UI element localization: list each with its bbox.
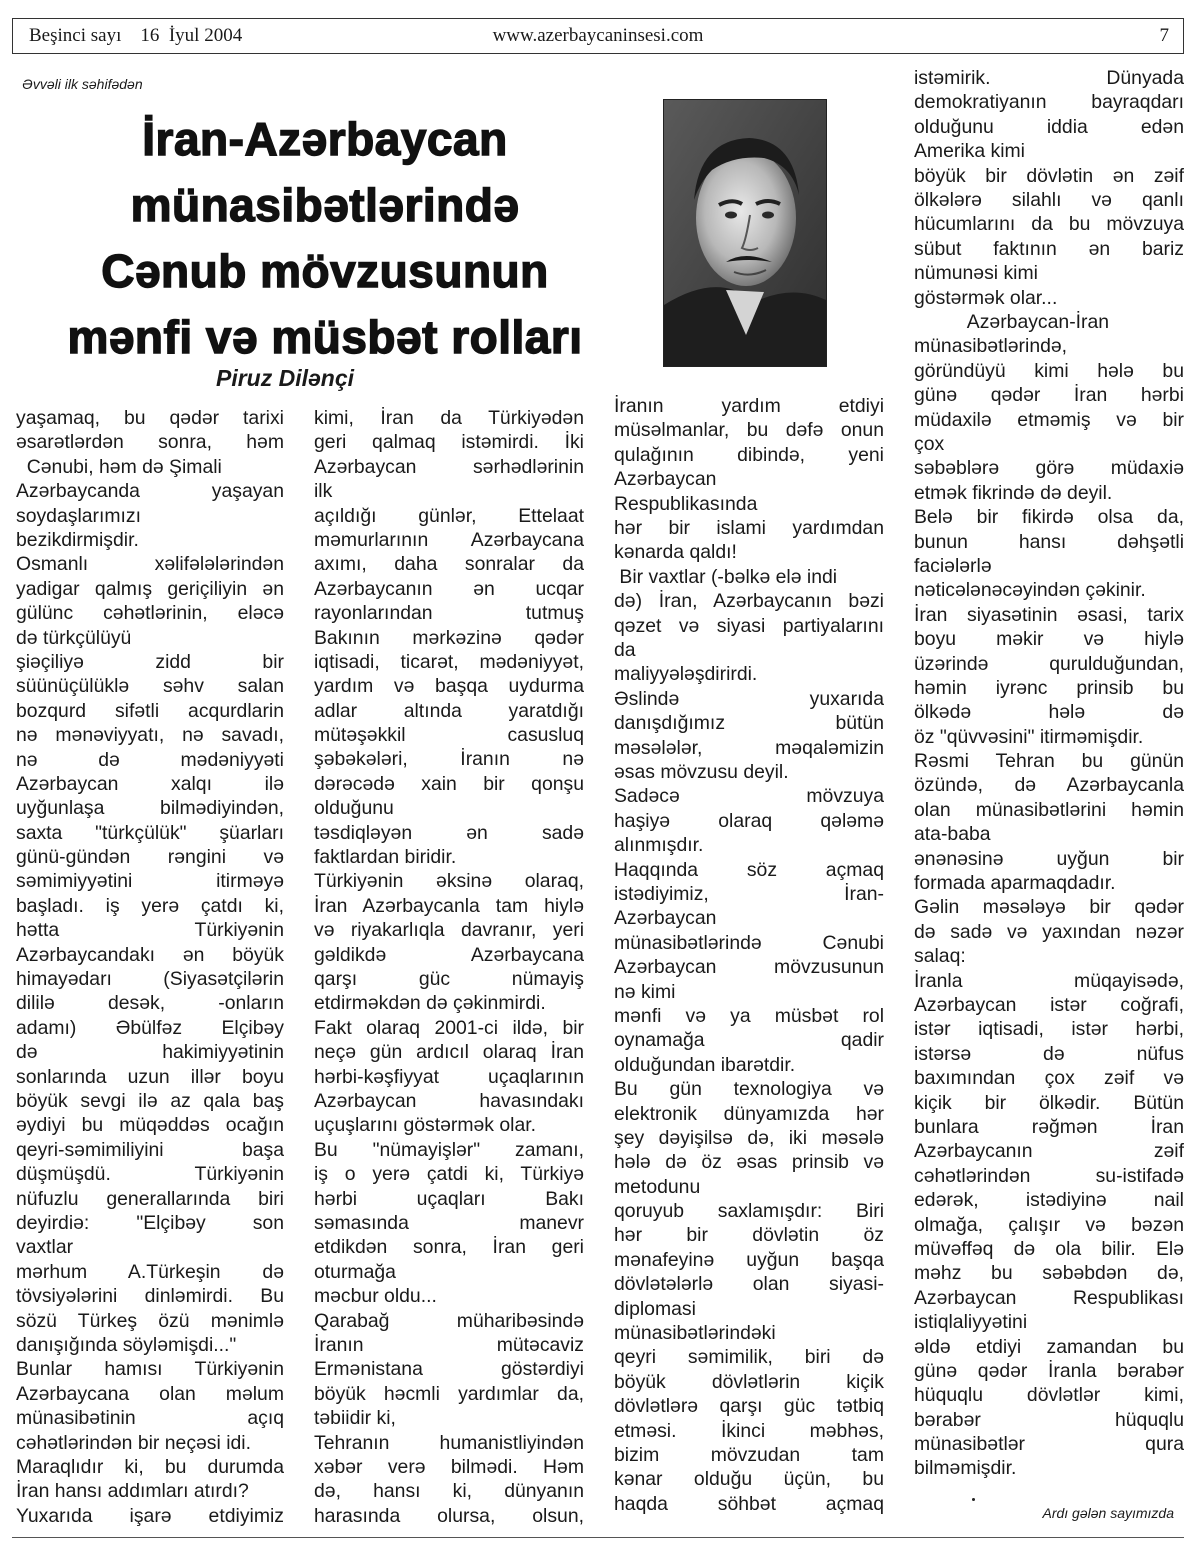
text-line: Azərbaycan istər coğrafi, bbox=[914, 994, 1184, 1017]
text-line: salaq: bbox=[914, 945, 966, 968]
text-line: baxımından çox zəif və bbox=[914, 1067, 1184, 1090]
text-line: məsələlər, məqaləmizin bbox=[614, 736, 884, 759]
text-line: qəzet və siyasi partiyalarını bbox=[614, 614, 884, 637]
text-line: və riyakarlıqla davranır, yeri bbox=[314, 919, 584, 942]
text-line: istər iqtisadi, istər hərbi, bbox=[914, 1018, 1184, 1041]
text-line: danışığında söyləmişdi..." bbox=[16, 1333, 237, 1356]
text-line: tövsiyələrini dinləmirdi. Bu bbox=[16, 1285, 284, 1308]
text-line: kənar olduğu üçün, bu bbox=[614, 1468, 884, 1491]
text-line: Bu gün texnologiya və bbox=[614, 1078, 884, 1101]
text-line: qarşı güc nümayiş bbox=[314, 968, 584, 991]
text-line: demokratiyanın bayraqdarı bbox=[914, 91, 1184, 114]
text-line: Fakt olaraq 2001-ci ildə, bir bbox=[314, 1016, 584, 1039]
text-line: dövlətələrlə olan siyasi- bbox=[614, 1273, 884, 1296]
headline-line: Cənub mövzusunun bbox=[101, 245, 549, 297]
text-line: İranın mütəcaviz bbox=[314, 1333, 584, 1356]
text-line: təbiidir ki, bbox=[314, 1407, 396, 1430]
text-line: faktlardan biridir. bbox=[314, 846, 457, 869]
text-line: dövlətlərə qarşı güc tətbiq bbox=[614, 1395, 884, 1418]
text-line: hər bir islami yardımdan bbox=[614, 516, 884, 539]
text-line: Yuxarıda işarə etdiyimiz bbox=[16, 1504, 284, 1527]
text-line: Türkiyənin əksinə olaraq, bbox=[314, 870, 584, 893]
text-line: İran siyasətinin əsasi, tarix bbox=[914, 603, 1184, 626]
text-line: məmurlarının Azərbaycana bbox=[314, 528, 584, 551]
text-line: sonlarında uzun illər boyu bbox=[16, 1065, 284, 1088]
text-line: da bbox=[614, 638, 636, 661]
text-line: yadigar qalmış geriçiliyin ən bbox=[16, 577, 284, 600]
text-line: Bir vaxtlar (-bəlkə elə indi bbox=[614, 565, 838, 588]
text-line: kiçik bir ölkədir. Bütün bbox=[914, 1091, 1184, 1114]
text-line: müdaxilə etməmiş və bir bbox=[914, 408, 1184, 431]
text-line: uyğunlaşa bilmədiyindən, bbox=[16, 797, 284, 820]
portrait-illustration bbox=[664, 100, 826, 366]
text-line: şəbəkələri, İranın nə bbox=[314, 748, 584, 771]
text-line: nümunəsi kimi bbox=[914, 262, 1038, 285]
text-line: hüquqlu dövlətlər kimi, bbox=[914, 1384, 1184, 1407]
text-line: axımı, daha sonralar da bbox=[314, 553, 584, 576]
author-byline: Piruz Dilənçi bbox=[216, 365, 355, 391]
text-line: əsarətlərdən sonra, həm bbox=[16, 431, 284, 454]
text-line: üzərində qurulduğundan, bbox=[914, 652, 1184, 675]
text-line: ölkədə hələ də bbox=[914, 701, 1184, 724]
text-line: Azərbaycan-İran bbox=[914, 310, 1110, 333]
text-line: çox bbox=[914, 432, 945, 455]
text-line: alınmışdır. bbox=[614, 834, 704, 857]
text-line: düşmüşdü. Türkiyənin bbox=[16, 1163, 284, 1186]
text-line: Azərbaycan bbox=[614, 468, 717, 491]
text-line: Maraqlıdır ki, bu durumda bbox=[16, 1455, 284, 1478]
text-line: əldə etdiyi zamandan bu bbox=[914, 1335, 1184, 1358]
text-line: hər bir dövlətin öz bbox=[614, 1224, 884, 1247]
text-line: nə kimi bbox=[614, 980, 676, 1003]
text-line: səmimiyyətini itirməyə bbox=[16, 870, 284, 893]
text-line: böyük dövlətlərin kiçik bbox=[614, 1370, 884, 1393]
text-line: Respublikasında bbox=[614, 492, 758, 515]
text-line: müsəlmanlar, bu dəfə onun bbox=[614, 419, 884, 442]
text-line: Azərbaycan sərhədlərinin bbox=[314, 455, 584, 478]
text-line: Gəlin məsələyə bir qədər bbox=[914, 896, 1184, 919]
text-line: təsdiqləyən ən sadə bbox=[314, 821, 584, 844]
text-line: bunun hansı dəhşətli bbox=[914, 530, 1184, 553]
text-line: etmək fikrində də deyil. bbox=[914, 481, 1113, 504]
text-line: münasibətlərində, bbox=[914, 335, 1068, 358]
text-line: diplomasi bbox=[614, 1297, 696, 1320]
text-line: kənarda qaldı! bbox=[614, 541, 737, 564]
text-line: etdikdən sonra, İran geri bbox=[314, 1236, 584, 1259]
text-line: himayədarı (Siyasətçilərin bbox=[16, 968, 284, 991]
text-line: həmin iyrənc prinsib bu bbox=[914, 676, 1184, 699]
text-line: öz "qüvvəsini" itirməmişdir. bbox=[914, 725, 1144, 748]
text-line: İranla müqayisədə, bbox=[914, 969, 1184, 992]
text-line: olduğunu iddia edən bbox=[914, 115, 1184, 138]
text-line: məhz bu səbəbdən də, bbox=[914, 1262, 1184, 1285]
text-line: deyirdiə: "Elçibəy son bbox=[16, 1211, 284, 1234]
text-line: hücumlarını da bu mövzuya bbox=[914, 213, 1184, 236]
text-line: ilk bbox=[314, 480, 333, 503]
text-line: bərabər hüquqlu bbox=[914, 1408, 1184, 1431]
text-line: gülünc cəhətlərinin, eləcə bbox=[16, 602, 284, 625]
text-line: Tehranın humanistliyindən bbox=[314, 1431, 584, 1454]
text-line: hərbi uçaqları Bakı bbox=[314, 1187, 584, 1210]
text-line: haqda söhbət açmaq bbox=[614, 1492, 884, 1515]
text-line: Amerika kimi bbox=[914, 140, 1025, 163]
text-line: də türkçülüyü bbox=[16, 626, 132, 649]
website-url: www.azerbaycaninsesi.com bbox=[492, 25, 704, 46]
text-line: dililə desək, -onların bbox=[16, 992, 284, 1015]
text-line: şiəçiliyə zidd bir bbox=[16, 650, 284, 673]
article-column-2 bbox=[314, 406, 584, 1528]
text-line: bezikdirmişdir. bbox=[16, 528, 139, 551]
text-line: istəmirik. Dünyada bbox=[914, 67, 1184, 89]
text-line: soydaşlarımızı bbox=[16, 504, 141, 527]
article-column-3 bbox=[614, 394, 884, 1516]
text-line: cəhətlərindən su-istifadə bbox=[914, 1164, 1184, 1187]
text-line: Azərbaycanın ən ucqar bbox=[314, 577, 584, 600]
text-line: ənənəsinə uyğun bir bbox=[914, 847, 1184, 870]
text-line: cəhətlərindən bir neçəsi idi. bbox=[16, 1431, 251, 1454]
text-line: istiqlaliyyətini bbox=[914, 1311, 1028, 1334]
text-line: Azərbaycana olan məlum bbox=[16, 1382, 284, 1405]
text-line: nüfuzlu generallarında biri bbox=[16, 1187, 284, 1210]
text-line: elektronik dünyamızda hər bbox=[614, 1102, 884, 1125]
article-headline bbox=[14, 106, 636, 370]
text-line: xəbər verə bilmədi. Həm bbox=[314, 1455, 584, 1478]
text-line: olduğundan ibarətdir. bbox=[614, 1053, 796, 1076]
headline-line: İran-Azərbaycan bbox=[142, 113, 508, 165]
text-line: olduğunu bbox=[314, 797, 394, 820]
text-line: Azərbaycan havasındakı bbox=[314, 1090, 584, 1112]
text-line: məcbur oldu... bbox=[314, 1285, 437, 1308]
text-line: münasibətlərində Cənubi bbox=[614, 931, 884, 954]
text-line: də sadə və yaxından nəzər bbox=[914, 920, 1184, 943]
text-line: səmasında manevr bbox=[314, 1211, 584, 1234]
text-line: edərək, istədiyinə nail bbox=[914, 1189, 1184, 1212]
text-line: Cənubi, həm də Şimali bbox=[16, 455, 222, 478]
text-line: oturmağa bbox=[314, 1260, 396, 1283]
text-line: faciələrlə bbox=[914, 554, 992, 577]
text-line: böyük bir dövlətin ən zəif bbox=[914, 164, 1184, 187]
article-column-4 bbox=[914, 66, 1184, 1481]
text-line: açıldığı günlər, Ettelaat bbox=[314, 504, 584, 527]
text-line: günə qədər İranla bərabər bbox=[914, 1359, 1184, 1382]
text-line: yaşamaq, bu qədər tarixi bbox=[16, 407, 284, 429]
text-line: hərbi-kəşfiyyat uçaqlarının bbox=[314, 1065, 584, 1088]
text-line: nə mənəviyyatı, nə savadı, bbox=[16, 724, 284, 747]
text-line: Bakının mərkəzinə qədər bbox=[314, 626, 584, 649]
text-line: harasında olursa, olsun, bbox=[314, 1504, 584, 1527]
text-line: vaxtlar bbox=[16, 1236, 74, 1259]
text-line: əydiyi bu müqəddəs ocağın bbox=[16, 1114, 284, 1137]
text-line: münasibətinin açıq bbox=[16, 1407, 284, 1430]
text-line: haşiyə olaraq qələmə bbox=[614, 809, 884, 832]
text-line: adamı) Əbülfəz Elçibəy bbox=[16, 1016, 284, 1039]
text-line: göründüyü kimi hələ bu bbox=[914, 359, 1184, 382]
text-line: müvəffəq də ola bilir. Elə bbox=[914, 1237, 1184, 1260]
text-line: Ermənistana göstərdiyi bbox=[314, 1358, 584, 1381]
text-line: Azərbaycan Respublikası bbox=[914, 1286, 1184, 1309]
text-line: qeyri-səmimiliyini başa bbox=[16, 1138, 284, 1161]
text-line: səbəblərə görə müdaxiə bbox=[914, 457, 1184, 480]
text-line: münasibətlər qura bbox=[914, 1433, 1184, 1456]
page-header bbox=[12, 18, 1184, 54]
text-line: günü-gündən rəngini və bbox=[16, 846, 284, 869]
text-line: böyük həcmli yardımlar da, bbox=[314, 1382, 584, 1405]
text-line: bilməmişdir. bbox=[914, 1457, 1017, 1480]
text-line: mənfi və ya müsbət rol bbox=[614, 1004, 884, 1027]
text-line: istərsə də nüfus bbox=[914, 1042, 1184, 1065]
text-line: adlar altında yaratdığı bbox=[314, 699, 584, 722]
headline-line: mənfi və müsbət rolları bbox=[67, 311, 583, 363]
text-line: başladı. iş yerə çatdı ki, bbox=[16, 894, 284, 917]
text-line: Azərbaycan xalqı ilə bbox=[16, 772, 284, 795]
text-line: Bu "nümayişlər" zamanı, bbox=[314, 1138, 584, 1161]
text-line: Azərbaycanda yaşayan bbox=[16, 480, 284, 503]
text-line: Azərbaycanın zəif bbox=[914, 1140, 1184, 1163]
author-photo bbox=[663, 99, 827, 367]
text-line: Belə bir fikirdə olsa da, bbox=[914, 506, 1184, 529]
text-line: iş o yerə çatdi ki, Türkiyə bbox=[314, 1163, 584, 1186]
text-line: süünüçülüklə səhv salan bbox=[16, 675, 284, 698]
text-line: İran hansı addımları atırdı? bbox=[16, 1480, 249, 1503]
text-line: maliyyələşdirirdi. bbox=[614, 663, 758, 686]
page-number: 7 bbox=[1159, 25, 1169, 46]
text-line: hələ də öz əsas prinsib və bbox=[614, 1151, 884, 1174]
text-line: danışdığımız bütün bbox=[614, 712, 884, 735]
text-line: istədiyimiz, İran- bbox=[614, 882, 884, 905]
text-line: qeyri səmimilik, biri də bbox=[614, 1346, 884, 1369]
text-line: əsas mövzusu deyil. bbox=[614, 760, 789, 783]
text-line: Bunlar hamısı Türkiyənin bbox=[16, 1358, 284, 1381]
continued-on-label: Ardı gələn sayımızda bbox=[1042, 1505, 1174, 1521]
article-column-1 bbox=[16, 406, 284, 1528]
text-line: Əslində yuxarıda bbox=[614, 687, 884, 710]
text-line: İranın yardım etdiyi bbox=[614, 395, 884, 417]
text-line: uçuşlarını göstərmək olar. bbox=[314, 1114, 537, 1137]
continued-from-label: Əvvəli ilk səhifədən bbox=[22, 76, 143, 92]
text-line: günə qədər İran hərbi bbox=[914, 384, 1184, 407]
text-line: nə də mədəniyyəti bbox=[16, 748, 284, 771]
text-line: rayonlarından tutmuş bbox=[314, 602, 584, 625]
text-line: neçə gün ardıcıl olaraq İran bbox=[314, 1041, 584, 1064]
text-line: özündə, də Azərbaycanla bbox=[914, 774, 1184, 797]
text-line: oynamağa qadir bbox=[614, 1029, 884, 1052]
text-line: ölkələrə silahlı və qanlı bbox=[914, 188, 1184, 211]
text-line: Sadəcə mövzuya bbox=[614, 785, 884, 808]
print-speck bbox=[972, 1498, 975, 1501]
text-line: Azərbaycan mövzusunun bbox=[614, 956, 884, 979]
text-line: hətta Türkiyənin bbox=[16, 919, 284, 942]
text-line: kimi, İran da Türkiyədən bbox=[314, 407, 584, 429]
text-line: qulağının dibində, yeni bbox=[614, 443, 884, 466]
text-line: mərhum A.Türkeşin də bbox=[16, 1260, 284, 1283]
text-line: bizim mövzudan tam bbox=[614, 1444, 884, 1467]
text-line: mütəşəkkil casusluq bbox=[314, 724, 584, 747]
text-line: iqtisadi, ticarət, mədəniyyət, bbox=[314, 650, 584, 673]
text-line: ata-baba bbox=[914, 823, 991, 846]
text-line: Azərbaycan bbox=[614, 907, 717, 930]
text-line: etdirməkdən də çəkinmirdi. bbox=[314, 992, 546, 1015]
text-line: də) İran, Azərbaycanın bəzi bbox=[614, 590, 884, 613]
text-line: münasibətlərindəki bbox=[614, 1322, 776, 1345]
text-line: geri qalmaq istəmirdi. İki bbox=[314, 431, 584, 454]
text-line: bunlara rəğmən İran bbox=[914, 1116, 1184, 1138]
text-line: dərəcədə xain bir qonşu bbox=[314, 772, 584, 795]
text-line: formada aparmaqdadır. bbox=[914, 872, 1116, 895]
headline-line: münasibətlərində bbox=[130, 179, 520, 231]
issue-info: Beşinci sayı 16 İyul 2004 bbox=[29, 25, 243, 46]
text-line: sübut faktının ən bariz bbox=[914, 237, 1184, 260]
bottom-rule bbox=[12, 1537, 1184, 1538]
text-line: boyu məkir və hiylə bbox=[914, 628, 1184, 651]
text-line: olmağa, çalışır və bəzən bbox=[914, 1213, 1184, 1236]
text-line: Rəsmi Tehran bu günün bbox=[914, 750, 1184, 773]
text-line: də hakimiyyətinin bbox=[16, 1041, 284, 1064]
text-line: göstərmək olar... bbox=[914, 286, 1058, 309]
text-line: sözü Türkeş özü mənimlə bbox=[16, 1309, 284, 1332]
text-line: etməsi. İkinci məbhəs, bbox=[614, 1419, 884, 1442]
text-line: Azərbaycandakı ən böyük bbox=[16, 943, 284, 966]
text-line: Qarabağ müharibəsində bbox=[314, 1309, 584, 1332]
text-line: bozqurd sifətli acqurdlarin bbox=[16, 699, 284, 722]
text-line: olan münasibətlərini həmin bbox=[914, 798, 1184, 821]
text-line: şey dəyişilsə də, iki məsələ bbox=[614, 1126, 884, 1149]
text-line: də, hansı ki, dünyanın bbox=[314, 1480, 584, 1503]
text-line: saxta "türkçülük" şüarları bbox=[16, 821, 284, 844]
text-line: metodunu bbox=[614, 1175, 701, 1198]
text-line: Haqqında söz açmaq bbox=[614, 858, 884, 881]
text-line: böyük sevgi ilə az qala baş bbox=[16, 1090, 284, 1112]
text-line: nəticələnəcəyindən çəkinir. bbox=[914, 579, 1146, 602]
text-line: İran Azərbaycanla tam hiylə bbox=[314, 894, 584, 917]
text-line: Osmanlı xəlifələlərindən bbox=[16, 553, 284, 576]
text-line: mənafeyinə uyğun başqa bbox=[614, 1248, 884, 1271]
text-line: yardım və başqa uydurma bbox=[314, 675, 584, 698]
text-line: gəldikdə Azərbaycana bbox=[314, 943, 584, 966]
text-line: qoruyub saxlamışdır: Biri bbox=[614, 1200, 884, 1223]
